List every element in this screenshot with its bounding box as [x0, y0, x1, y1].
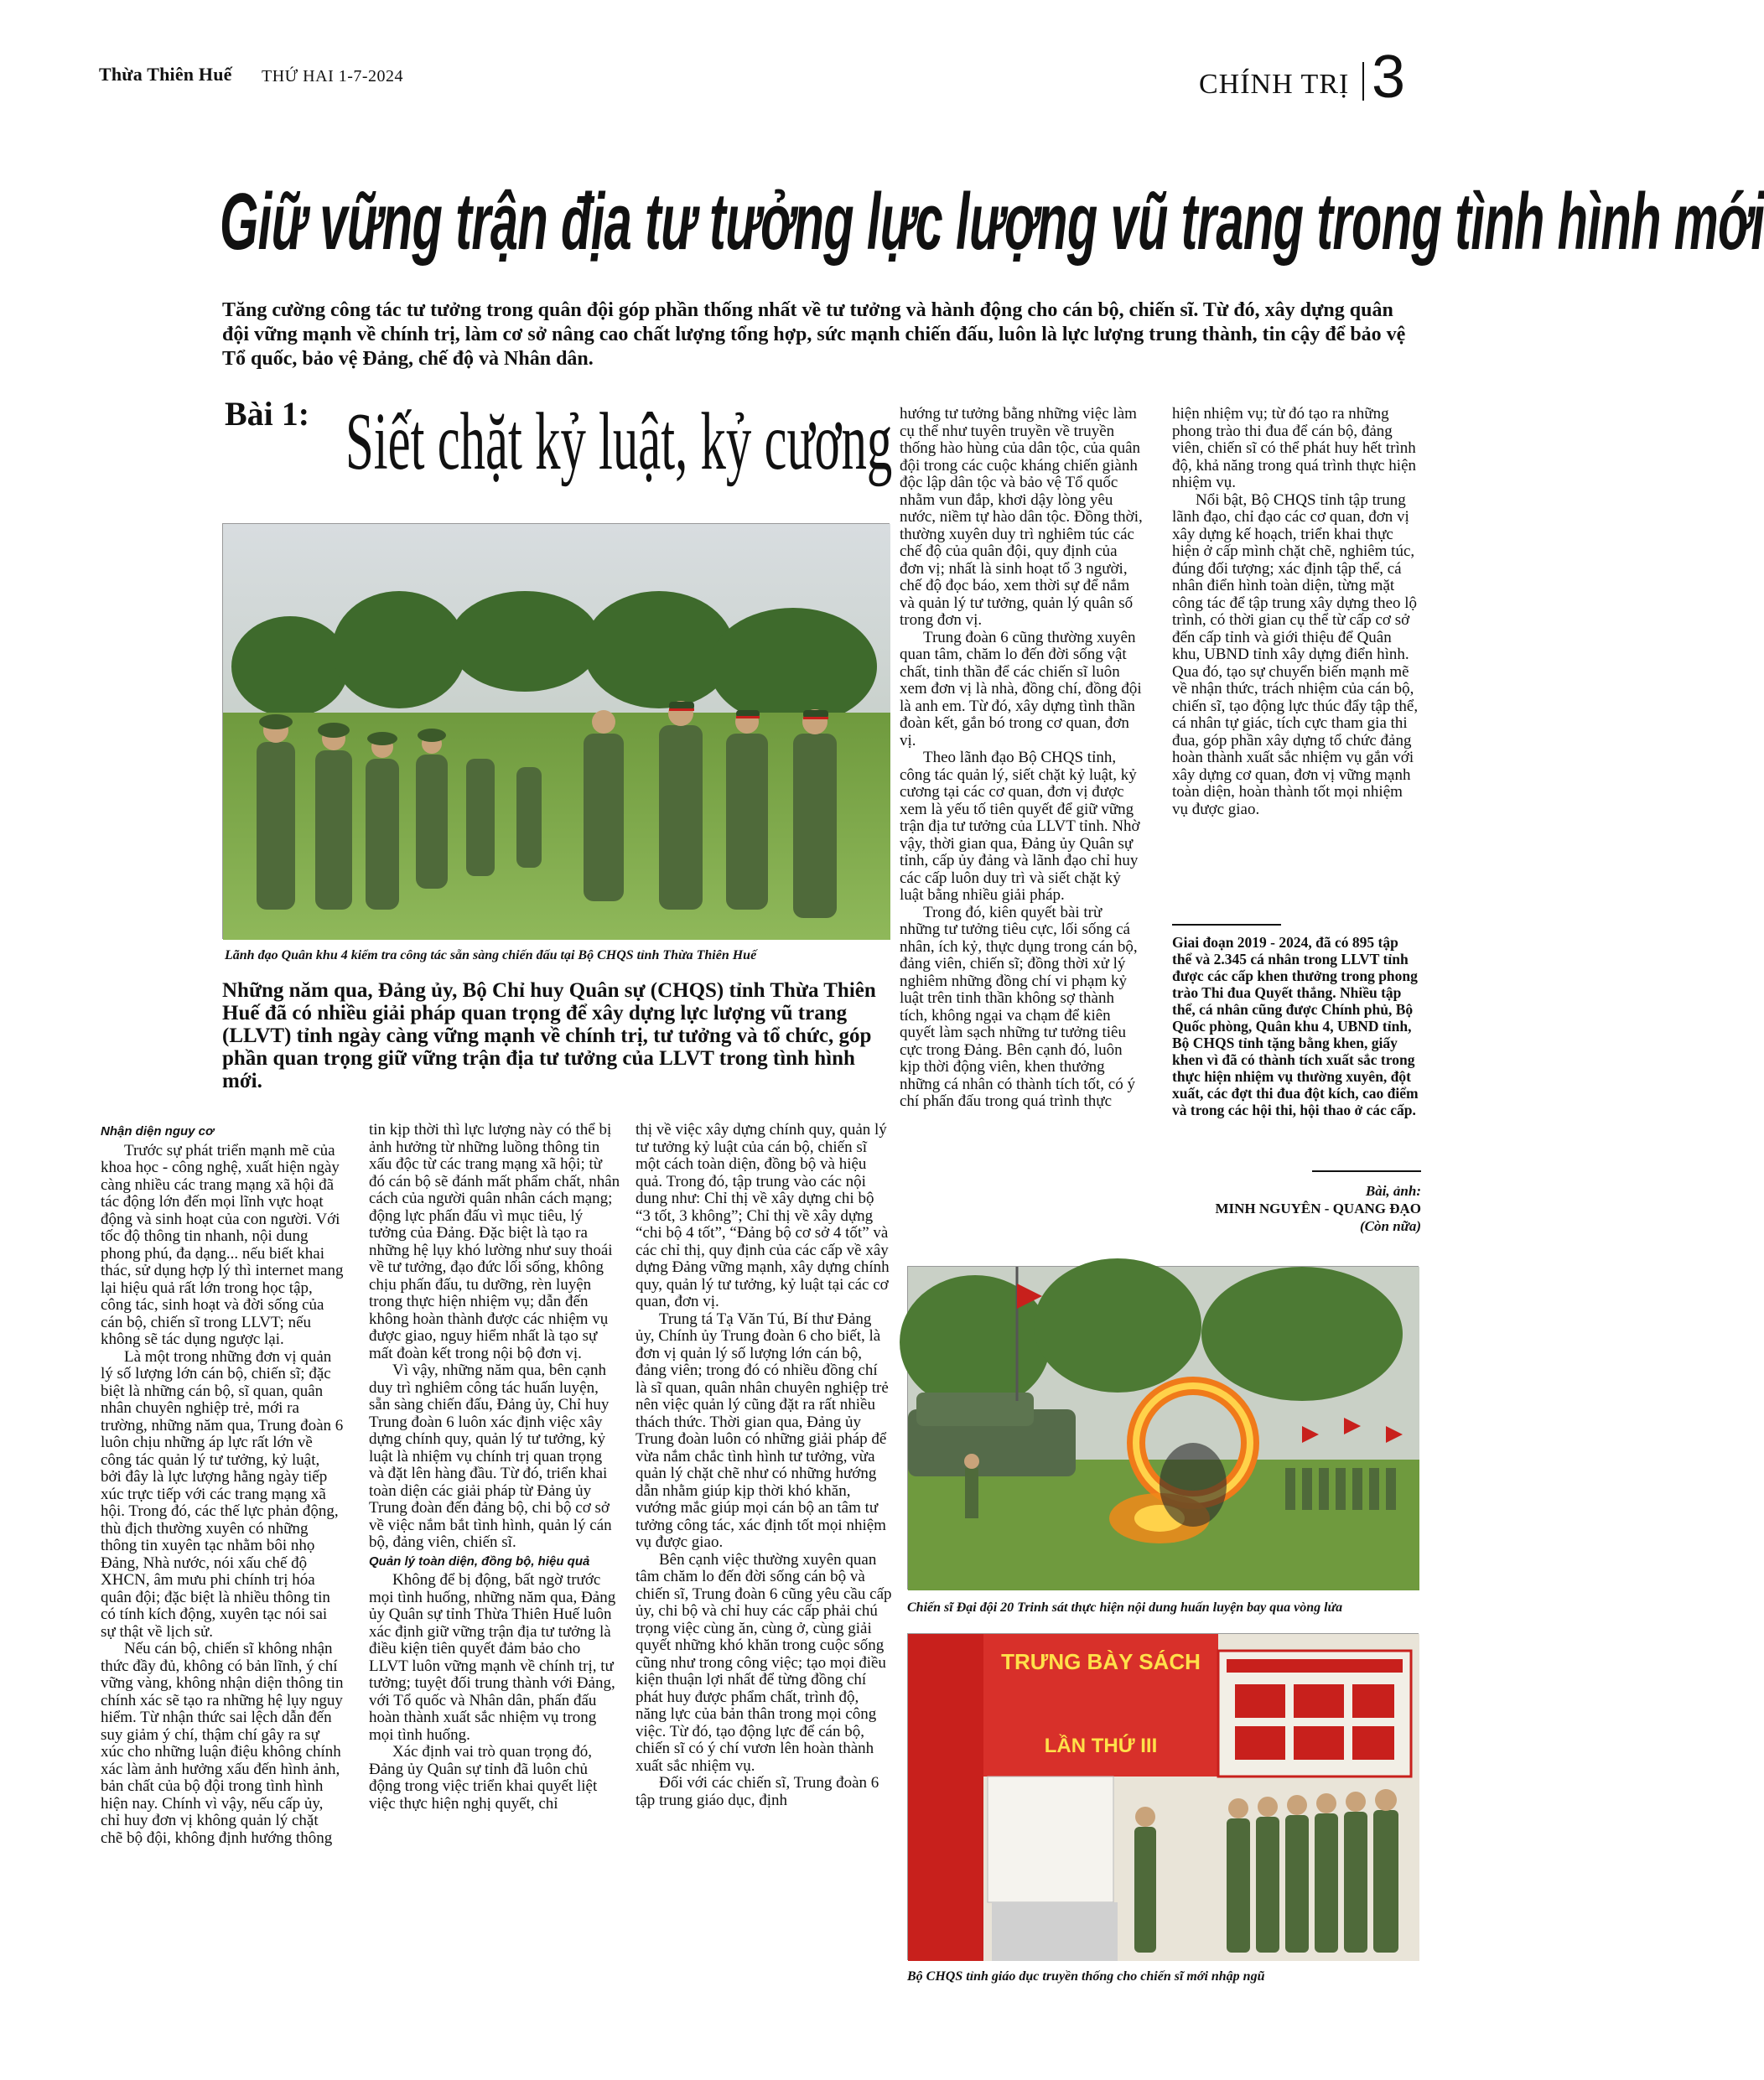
paragraph: Bên cạnh việc thường xuyên quan tâm chăm lo đến đời sống cán bộ và chiến sĩ, Trung đoàn 6 cũng yêu cầu cấp ủy, chi bộ và chỉ huy các cấp phải chú trọng việc cùng ăn, cùng ở, cùng giải quyết những khó khăn trong cuộc sống cũng như trong công việc; tạo mọi điều kiện thuận lợi nhất để từng đồng chí phát huy được phẩm chất, trình độ, năng lực của bản thân trong mọi công việc. Từ đó, tạo động lực để cán bộ, chiến sĩ có ý chí vươn lên hoàn thành xuất sắc nhiệm vụ. — [636, 1550, 892, 1775]
page-number: 3 — [1372, 44, 1406, 111]
byline — [1174, 1182, 1421, 1235]
main-photo — [222, 523, 890, 939]
byline-authors: MINH NGUYÊN - QUANG ĐẠO — [1215, 1201, 1421, 1216]
paragraph: Trung tá Tạ Văn Tú, Bí thư Đảng ủy, Chính ủy Trung đoàn 6 cho biết, là đơn vị quản lý số lượng lớn cán bộ, đảng viên; trong đó có nhiều đồng chí là sĩ quan, quân nhân chuyên nghiệp trẻ nên việc quản lý cũng đặt ra rất nhiều thách thức. Thời gian qua, Đảng ủy Trung đoàn luôn có những giải pháp để vừa nắm chắc tình hình tư tưởng, vừa quản lý chặt chẽ như có những hướng dẫn nhằm giúp kịp thời khó khăn, vướng mắc giúp mọi cán bộ an tâm tư tưởng công tác, xác định tốt mọi nhiệm vụ được giao. — [636, 1310, 889, 1551]
paragraph: Trong đó, kiên quyết bài trừ những tư tưởng tiêu cực, lối sống cá nhân, ích kỷ, thực dụng trong cán bộ, đảng viên, chiến sĩ; đồng thời xử lý nghiêm những đồng chí vi phạm kỷ luật trên tinh thần không sợ thành tích, không ngại va chạm để kiên quyết làm sạch những tư tưởng tiêu cực trong Đảng. Bên cạnh đó, luôn kịp thời động viên, khen thưởng những cá nhân có thành tích tốt, có ý chí phấn đấu trong quá trình thực — [900, 903, 1138, 1110]
byline-label: Bài, ảnh: — [1365, 1183, 1421, 1199]
paragraph: Là một trong những đơn vị quản lý số lượng lớn cán bộ, chiến sĩ; đặc biệt là những cán bộ, sĩ quan, quân nhân chuyên nghiệp trẻ, mới ra trường, những năm qua, Trung đoàn 6 luôn chịu những áp lực rất lớn về công tác quản lý tư tưởng, kỷ luật, bởi đây là lực lượng hằng ngày tiếp xúc trực tiếp với các trang mạng xã hội. Trong đó, các thế lực phản động, thù địch thường xuyên có những thông tin xuyên tạc nhằm bôi nhọ Đảng, Nhà nước, nói xấu chế độ XHCN, âm mưu phi chính trị hóa quân đội; đặc biệt là nhiều thông tin có tính kích động, xuyên tạc nói sai sự thật về lịch sử. — [101, 1347, 344, 1641]
sapo: Những năm qua, Đảng ủy, Bộ Chỉ huy Quân sự (CHQS) tỉnh Thừa Thiên Huế đã có nhiều giải pháp quan trọng để xây dựng lực lượng vũ trang (LLVT) tỉnh ngày càng vững mạnh về chính trị, tư tưởng và tổ chức, góp phần quan trọng giữ vững trận địa tư tưởng của LLVT trong tình hình mới. — [222, 979, 876, 1092]
exhibition-banner-sub: LẦN THỨ III — [1044, 1735, 1158, 1757]
paragraph: tin kịp thời thì lực lượng này có thể bị ảnh hưởng từ những luồng thông tin xấu độc từ các trang mạng xã hội; từ đó cán bộ sẽ đánh mất phẩm chất, nhân cách của người quân nhân cách mạng; động lực phấn đấu vì mục tiêu, lý tưởng của Đảng. Đặc biệt là tạo ra những hệ lụy khó lường như suy thoái về tư tưởng, đạo đức lối sống, không chịu phấn đấu, tu dưỡng, rèn luyện trong thực hiện nhiệm vụ; dẫn đến không hoàn thành được các nhiệm vụ được giao, nguy hiểm nhất là tạo sự mất đoàn kết trong nội bộ đơn vị. — [369, 1121, 620, 1362]
paragraph: thị về việc xây dựng chính quy, quản lý tư tưởng kỷ luật của cán bộ, chiến sĩ một cách toàn diện, đồng bộ và hiệu quả. Trong đó, tập trung vào các nội dung như: Chỉ thị về xây dựng chi bộ “3 tốt, 3 không”; Chỉ thị về xây dựng “chi bộ 4 tốt”, “Đảng bộ cơ sở 4 tốt” và các chỉ thị, quy định của các cấp về xây dựng Đảng vững mạnh, xây dựng chính quy, quản lý tư tưởng, kỷ luật tại các cơ quan, đơn vị. — [636, 1121, 890, 1310]
byline-note: (Còn nữa) — [1359, 1218, 1421, 1234]
main-photo-illustration — [223, 524, 890, 940]
issue-date: THỨ HAI 1-7-2024 — [262, 67, 404, 86]
header-divider — [1362, 62, 1364, 101]
fire-ring-caption: Chiến sĩ Đại đội 20 Trinh sát thực hiện nội dung huấn luyện bay qua vòng lửa — [907, 1600, 1343, 1615]
subheading-risk: Nhận diện nguy cơ — [101, 1124, 215, 1139]
exhibition-illustration — [908, 1634, 1419, 1961]
paragraph: Xác định vai trò quan trọng đó, Đảng ủy Quân sự tỉnh đã luôn chủ động trong việc triển khai quyết liệt việc thực hiện nghị quyết, chỉ — [369, 1743, 598, 1813]
part-title: Siết chặt kỷ luật, kỷ cương — [345, 397, 893, 487]
byline-rule — [1312, 1170, 1421, 1172]
exhibition-photo — [907, 1633, 1419, 1960]
column-4 — [900, 406, 1143, 1111]
paragraph: Nổi bật, Bộ CHQS tỉnh tập trung lãnh đạo, chỉ đạo các cơ quan, đơn vị xây dựng kế hoạch, triển khai thực hiện ở cấp mình chặt chẽ, nghiêm túc, đúng đối tượng; xác định tập thể, cá nhân điển hình toàn diện, từng mặt công tác để tập trung xây dựng theo lộ trình, có thời gian cụ thể từ cấp cơ sở đến cấp tỉnh và giới thiệu để Quân khu, UBND tỉnh xây dựng điển hình. Qua đó, tạo sự chuyển biến mạnh mẽ về nhận thức, trách nhiệm của cán bộ, chiến sĩ, tạo động lực thúc đẩy tập thể, cá nhân tự giác, tích cực tham gia thi đua, góp phần xây dựng tổ chức đảng hoàn thành xuất sắc nhiệm vụ gắn với xây dựng cơ quan, đơn vị vững mạnh toàn diện, hoàn thành tốt mọi nhiệm vụ được giao. — [1172, 490, 1419, 818]
subheading-management: Quản lý toàn diện, đồng bộ, hiệu quả — [369, 1554, 590, 1569]
paragraph: hiện nhiệm vụ; từ đó tạo ra những phong trào thi đua để cán bộ, đảng viên, chiến sĩ có thể phát huy hết trình độ, khả năng trong quá trình thực hiện nhiệm vụ. — [1172, 405, 1417, 491]
column-5 — [1172, 406, 1419, 818]
lead-paragraph: Tăng cường công tác tư tưởng trong quân đội góp phần thống nhất về tư tưởng và hành động cho cán bộ, chiến sĩ. Từ đó, xây dựng quân đội vững mạnh về chính trị, làm cơ sở nâng cao chất lượng tổng hợp, sức mạnh chiến đấu, luôn là lực lượng trung thành, tin cậy để bảo vệ Tổ quốc, bảo vệ Đảng, chế độ và Nhân dân. — [222, 299, 1406, 370]
fire-ring-photo — [907, 1266, 1419, 1590]
paragraph: Không để bị động, bất ngờ trước mọi tình huống, những năm qua, Đảng ủy Quân sự tỉnh Thừa Thiên Huế luôn xác định giữ vững trận địa tư tưởng là điều kiện tiên quyết đảm bảo cho LLVT luôn vững mạnh về chính trị, tư tưởng; tuyệt đối trung thành với Đảng, với Tổ quốc và Nhân dân, phấn đấu hoàn thành xuất sắc nhiệm vụ trong mọi tình huống. — [369, 1571, 616, 1744]
paragraph: Vì vậy, những năm qua, bên cạnh duy trì nghiêm công tác huấn luyện, sẵn sàng chiến đấu, Đảng ủy, Chỉ huy Trung đoàn 6 luôn xác định việc xây dựng chính quy, quản lý tư tưởng, kỷ luật là nhiệm vụ chính trị quan trọng và đặt lên hàng đầu. Từ đó, triển khai toàn diện các giải pháp từ Đảng ủy Trung đoàn đến đảng bộ, chi bộ cơ sở về việc nắm bắt tình hình, quản lý cán bộ, đảng viên, chiến sĩ. — [369, 1362, 612, 1551]
section-name: CHÍNH TRỊ — [1199, 69, 1350, 100]
column-3 — [636, 1122, 892, 1809]
paragraph: Trước sự phát triển mạnh mẽ của khoa học - công nghệ, xuất hiện ngày càng nhiều các trang mạng xã hội đã tác động lớn đến mọi lĩnh vực hoạt động và sinh hoạt của con người. Với tốc độ thông tin nhanh, nội dung phong phú, đa dạng... nếu biết khai thác, sử dụng hợp lý thì internet mang lại hiệu quả rất lớn trong học tập, công tác, sinh hoạt và đời sống của cán bộ, chiến sĩ trong LLVT; nếu không sẽ tác dụng ngược lại. — [101, 1141, 344, 1348]
paragraph: Đối với các chiến sĩ, Trung đoàn 6 tập trung giáo dục, định — [636, 1774, 879, 1809]
box-rule — [1172, 924, 1281, 926]
column-2 — [369, 1122, 620, 1813]
exhibition-caption: Bộ CHQS tỉnh giáo dục truyền thống cho chiến sĩ mới nhập ngũ — [907, 1969, 1265, 1984]
main-photo-caption: Lãnh đạo Quân khu 4 kiểm tra công tác sẵn sàng chiến đấu tại Bộ CHQS tỉnh Thừa Thiên Huế — [225, 948, 757, 962]
part-label: Bài 1: — [225, 395, 310, 433]
paragraph: hướng tư tưởng bằng những việc làm cụ thể như tuyên truyền về truyền thống hào hùng của dân tộc, của quân đội trong các cuộc kháng chiến giành độc lập dân tộc và bảo vệ Tổ quốc nhằm vun đắp, khơi dậy lòng yêu nước, niềm tự hào dân tộc. Đồng thời, thường xuyên duy trì nghiêm túc các chế độ của quân đội, quy định của đơn vị; nhất là sinh hoạt tổ 3 người, chế độ đọc báo, xem thời sự để nắm và quản lý tư tưởng, quản lý quân số trong đơn vị. — [900, 405, 1143, 629]
highlight-box: Giai đoạn 2019 - 2024, đã có 895 tập thể và 2.345 cá nhân trong LLVT tỉnh được các cấp khen thưởng trong phong trào Thi đua Quyết thắng. Nhiều tập thể, cá nhân cũng được Chính phủ, Bộ Quốc phòng, Quân khu 4, UBND tỉnh, Bộ CHQS tỉnh tặng bằng khen, giấy khen vì đã có thành tích xuất sắc trong thực hiện nhiệm vụ thường xuyên, đột xuất, các đợt thi đua đột kích, cao điểm và trong các hội thi, hội thao ở các cấp. — [1172, 934, 1419, 1118]
fire-ring-illustration — [908, 1267, 1419, 1590]
paragraph: Trung đoàn 6 cũng thường xuyên quan tâm, chăm lo đến đời sống vật chất, tinh thần để các chiến sĩ luôn xem đơn vị là nhà, đồng chí, đồng đội là anh em. Từ đó, xây dựng tình thần đoàn kết, gắn bó trong cơ quan, đơn vị. — [900, 628, 1142, 750]
publication-name: Thừa Thiên Huế — [99, 64, 232, 85]
paragraph: Theo lãnh đạo Bộ CHQS tỉnh, công tác quản lý, siết chặt kỷ luật, kỷ cương tại các cơ quan, đơn vị được xem là yếu tố tiên quyết để giữ vững trận địa tư tưởng của LLVT tỉnh. Nhờ vậy, thời gian qua, Đảng ủy Quân sự tỉnh, cấp ủy đảng và lãnh đạo chỉ huy các cấp luôn duy trì và siết chặt kỷ luật bằng nhiều giải pháp. — [900, 749, 1140, 904]
paragraph: Nếu cán bộ, chiến sĩ không nhận thức đầy đủ, không có bản lĩnh, ý chí vững vàng, không nhận diện thông tin chính xác sẽ tạo ra những hệ lụy nguy hiểm. Từ nhận thức sai lệch dẫn đến suy giảm ý chí, thậm chí gây ra sự xúc cho những luận điệu không chính xác làm ảnh hưởng xấu đến hình ảnh, bản chất của bộ đội trong tình hình hiện nay. Chính vì vậy, nếu cấp ủy, chỉ huy đơn vị không quản lý chặt chẽ bộ đội, không định hướng thông — [101, 1640, 344, 1847]
column-1 — [101, 1122, 344, 1847]
headline: Giữ vững trận địa tư tưởng lực lượng vũ trang trong tình hình mới — [220, 177, 1764, 267]
exhibition-banner-title: TRƯNG BÀY SÁCH — [1001, 1649, 1201, 1674]
